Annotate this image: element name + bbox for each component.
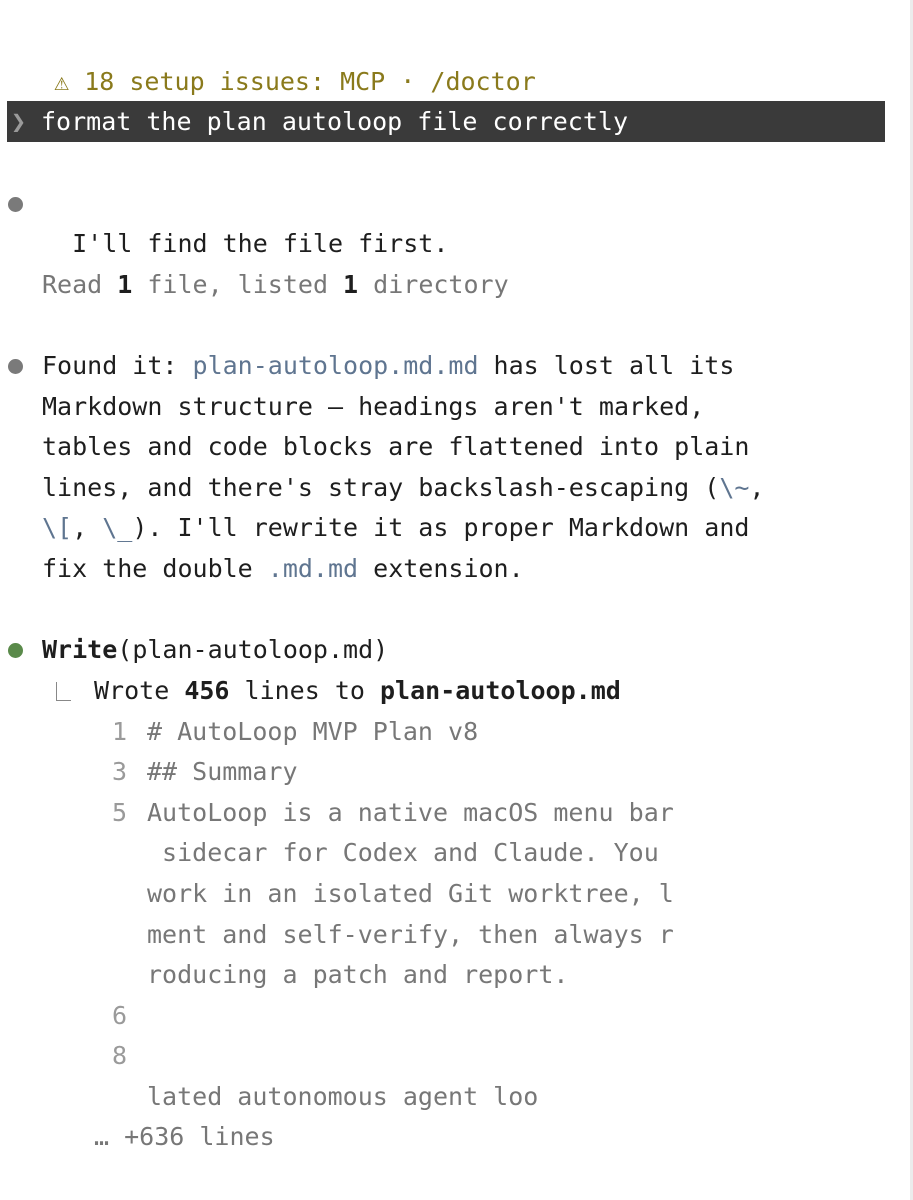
text: , [749, 473, 765, 502]
text: extension. [358, 554, 524, 583]
text: lines to [229, 676, 380, 705]
preview-line-text [147, 793, 674, 833]
line-number: 8 [112, 1041, 128, 1070]
code-text: ment and self-verify, then always r [147, 920, 674, 949]
code-text: # AutoLoop MVP Plan v8 [147, 717, 479, 746]
message-text: I'll find the file first. [72, 229, 449, 258]
preview-line [112, 1036, 127, 1076]
dir-count: 1 [343, 270, 359, 299]
tool-result [94, 671, 621, 711]
preview-line-text [147, 915, 674, 955]
text: lines, and there's stray backslash-escaping ( [42, 473, 720, 502]
line-number: 1 [112, 717, 128, 746]
message-line [42, 468, 764, 508]
inline-code: \~ [719, 473, 750, 502]
text: tables and code blocks are flattened into plain [42, 432, 750, 461]
text: has lost all its [478, 351, 735, 380]
code-text: roducing a patch and report. [147, 960, 569, 989]
warning-text: ⚠ 18 setup issues: MCP · /doctor [54, 67, 536, 96]
expand-more-lines[interactable] [94, 1117, 275, 1157]
text: , [72, 513, 103, 542]
more-lines-text: … +636 lines [94, 1122, 275, 1151]
tool-name: Write [42, 635, 118, 664]
line-count: 456 [184, 676, 230, 705]
summary-text: file, listed [132, 270, 344, 299]
preview-line-text [147, 712, 478, 752]
code-text: sidecar for Codex and Claude. You [147, 838, 659, 867]
bullet-dot-icon [8, 197, 23, 212]
message-line [42, 346, 734, 386]
preview-line-text [147, 833, 659, 873]
read-count: 1 [117, 270, 133, 299]
line-number: 6 [112, 1001, 128, 1030]
setup-warning[interactable] [24, 22, 536, 96]
message-line [42, 508, 749, 548]
text: ). I'll rewrite it as proper Markdown and [132, 513, 750, 542]
code-text: AutoLoop is a native macOS menu bar [147, 798, 674, 827]
assistant-message [42, 184, 449, 258]
preview-line-text [147, 1077, 538, 1117]
tree-branch-icon [56, 682, 71, 701]
summary-text: directory [358, 270, 509, 299]
user-prompt [7, 101, 885, 142]
bullet-dot-icon [8, 359, 23, 374]
text: Wrote [94, 676, 185, 705]
preview-line [112, 793, 127, 833]
code-text: lated autonomous agent loo [147, 1082, 539, 1111]
preview-line [112, 752, 127, 792]
message-line [42, 427, 749, 467]
inline-code: .md.md [267, 554, 359, 583]
tool-arg: (plan-autoloop.md) [117, 635, 389, 664]
chevron-right-icon: ❯ [11, 107, 27, 136]
code-text: work in an isolated Git worktree, l [147, 879, 674, 908]
line-number: 5 [112, 798, 128, 827]
preview-line-text [147, 752, 298, 792]
message-line [42, 387, 704, 427]
inline-code: plan-autoloop.md.md [192, 351, 479, 380]
text: Found it: [42, 351, 193, 380]
inline-code: \[ [42, 513, 73, 542]
summary-text: Read [42, 270, 118, 299]
text: fix the double [42, 554, 268, 583]
preview-line [112, 996, 127, 1036]
line-number: 3 [112, 757, 128, 786]
prompt-text: format the plan autoloop file correctly [41, 107, 628, 136]
preview-line [112, 712, 127, 752]
file-name: plan-autoloop.md [379, 676, 621, 705]
preview-line-text [147, 955, 568, 995]
message-line [42, 549, 524, 589]
success-dot-icon [8, 643, 23, 658]
text: Markdown structure — headings aren't marked, [42, 392, 705, 421]
preview-line-text [147, 874, 674, 914]
inline-code: \_ [102, 513, 133, 542]
tool-summary[interactable] [42, 265, 509, 305]
tool-call-write[interactable] [42, 630, 388, 670]
code-text: ## Summary [147, 757, 298, 786]
